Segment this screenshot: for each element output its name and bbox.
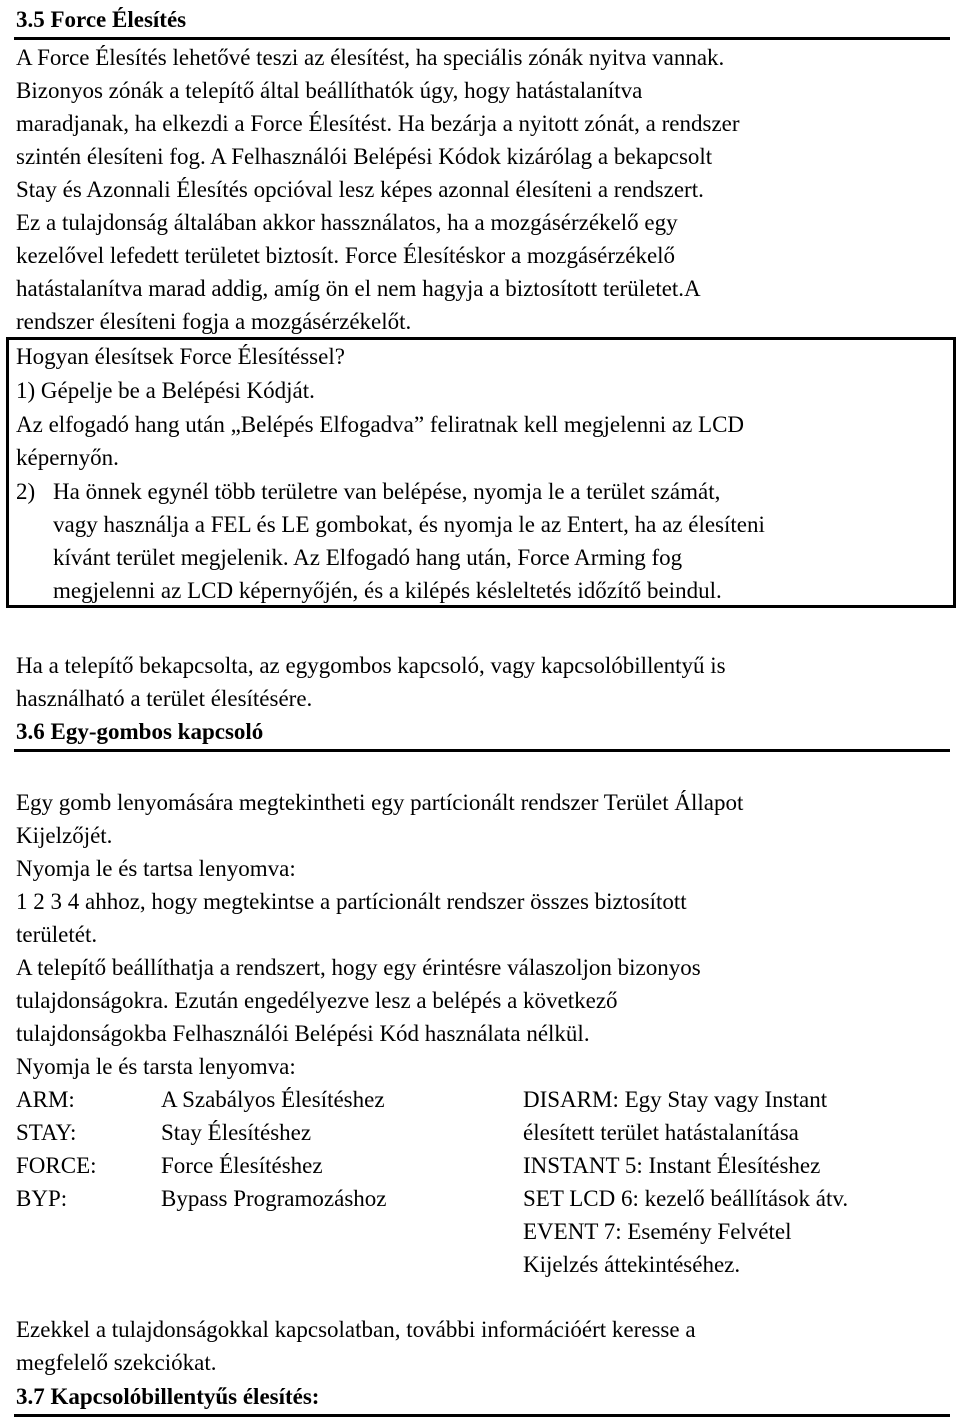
key-label: STAY:: [16, 1120, 77, 1145]
box-step-2-line: Ha önnek egynél több területre van belépése, nyomja le a terület számát,: [53, 479, 721, 504]
box-step-1-note: képernyőn.: [16, 445, 119, 470]
box-question: Hogyan élesítsek Force Élesítéssel?: [16, 344, 345, 369]
intro-line: A Force Élesítés lehetővé teszi az élesítést, ha speciális zónák nyitva vannak.: [16, 45, 725, 70]
intro-line: hatástalanítva marad addig, amíg ön el nem hagyja a biztosított területet.A: [16, 276, 701, 301]
key-right-line: EVENT 7: Esemény Felvétel: [523, 1219, 792, 1244]
body-line: Egy gomb lenyomására megtekintheti egy partícionált rendszer Terület Állapot: [16, 790, 744, 815]
key-right-line: élesített terület hatástalanítása: [523, 1120, 799, 1145]
box-step-1: 1) Gépelje be a Belépési Kódját.: [16, 378, 315, 403]
heading-underline: [14, 749, 950, 752]
key-description: Stay Élesítéshez: [161, 1120, 312, 1145]
box-step-2-line: kívánt terület megjelenik. Az Elfogadó hang után, Force Arming fog: [53, 545, 683, 570]
body-line: A telepítő beállíthatja a rendszert, hogy egy érintésre válaszoljon bizonyos: [16, 955, 701, 980]
box-step-2-line: megjelenni az LCD képernyőjén, és a kilépés késleltetés időzítő beindul.: [53, 578, 722, 603]
key-right-line: Kijelzés áttekintéséhez.: [523, 1252, 741, 1277]
key-right-line: DISARM: Egy Stay vagy Instant: [523, 1087, 828, 1112]
body-line: tulajdonságokra. Ezután engedélyezve lesz a belépés a következő: [16, 988, 618, 1013]
heading-underline: [14, 1414, 950, 1417]
body-line: 1 2 3 4 ahhoz, hogy megtekintse a partícionált rendszer összes biztosított: [16, 889, 687, 914]
key-description: Bypass Programozáshoz: [161, 1186, 387, 1211]
box-step-2-number: 2): [16, 479, 36, 504]
key-description: A Szabályos Élesítéshez: [161, 1087, 385, 1112]
box-step-2-line: vagy használja a FEL és LE gombokat, és nyomja le az Entert, ha az élesíteni: [53, 512, 765, 537]
closing-line: Ezekkel a tulajdonságokkal kapcsolatban, további információért keresse a: [16, 1317, 696, 1342]
key-right-line: SET LCD 6: kezelő beállítások átv.: [523, 1186, 849, 1211]
section-heading-3-7: 3.7 Kapcsolóbillentyűs élesítés:: [16, 1384, 320, 1409]
section-heading-3-6: 3.6 Egy-gombos kapcsoló: [16, 719, 264, 744]
key-right-line: INSTANT 5: Instant Élesítéshez: [523, 1153, 821, 1178]
body-line: Kijelzőjét.: [16, 823, 113, 848]
body-line: tulajdonságokba Felhasználói Belépési Kód használata nélkül.: [16, 1021, 590, 1046]
key-label: BYP:: [16, 1186, 68, 1211]
body-line: Nyomja le és tartsa lenyomva:: [16, 856, 296, 881]
key-label: ARM:: [16, 1087, 75, 1112]
box-border-right: [953, 337, 956, 608]
key-label: FORCE:: [16, 1153, 97, 1178]
intro-line: kezelővel lefedett területet biztosít. Force Élesítéskor a mozgásérzékelő: [16, 243, 676, 268]
after-box-line: Ha a telepítő bekapcsolta, az egygombos kapcsoló, vagy kapcsolóbillentyű is: [16, 653, 726, 678]
body-line: területét.: [16, 922, 98, 947]
body-line: Nyomja le és tarsta lenyomva:: [16, 1054, 296, 1079]
box-border-left: [6, 337, 9, 608]
heading-underline: [14, 37, 950, 40]
box-step-1-note: Az elfogadó hang után „Belépés Elfogadva” feliratnak kell megjelenni az LCD: [16, 412, 745, 437]
closing-line: megfelelő szekciókat.: [16, 1350, 217, 1375]
intro-line: Bizonyos zónák a telepítő által beállíthatók úgy, hogy hatástalanítva: [16, 78, 643, 103]
intro-line: maradjanak, ha elkezdi a Force Élesítést. Ha bezárja a nyitott zónát, a rendszer: [16, 111, 740, 136]
intro-line: Ez a tulajdonság általában akkor hassználatos, ha a mozgásérzékelő egy: [16, 210, 678, 235]
key-description: Force Élesítéshez: [161, 1153, 323, 1178]
after-box-line: használható a terület élesítésére.: [16, 686, 313, 711]
intro-line: szintén élesíteni fog. A Felhasználói Belépési Kódok kizárólag a bekapcsolt: [16, 144, 713, 169]
intro-line: rendszer élesíteni fogja a mozgásérzékelőt.: [16, 309, 412, 334]
section-heading-3-5: 3.5 Force Élesítés: [16, 7, 187, 32]
intro-line: Stay és Azonnali Élesítés opcióval lesz képes azonnal élesíteni a rendszert.: [16, 177, 704, 202]
